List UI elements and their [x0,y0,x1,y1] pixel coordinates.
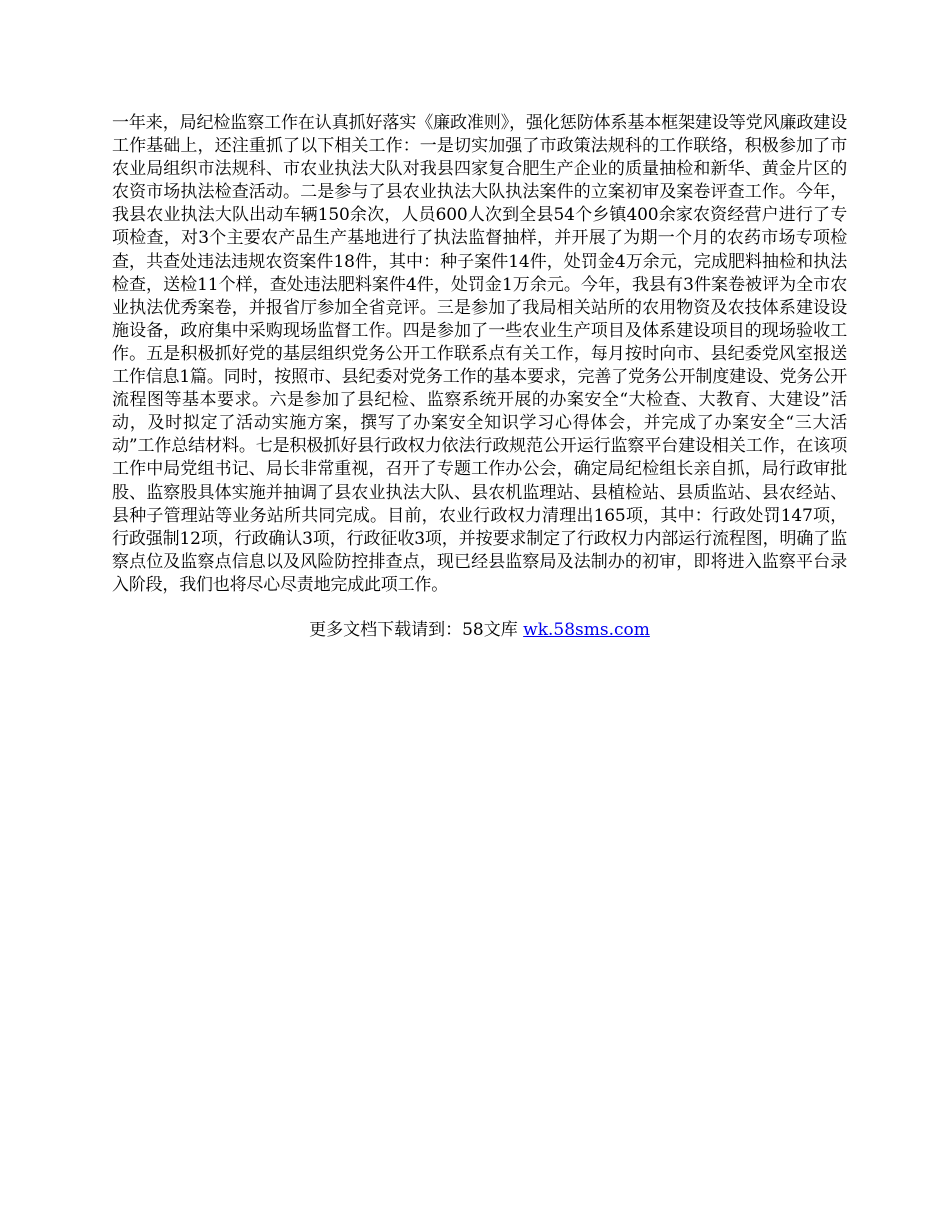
document-page [112,112,847,642]
footer-link[interactable]: wk.58sms.com [523,619,650,640]
footer-prefix: 更多文档下载请到：58文库 [309,619,524,640]
body-paragraph: 一年来，局纪检监察工作在认真抓好落实《廉政准则》，强化惩防体系基本框架建设等党风廉政建设工作基础上，还注重抓了以下相关工作：一是切实加强了市政策法规科的工作联络，积极参加了市农业局组织市法规科、市农业执法大队对我县四家复合肥生产企业的质量抽检和新华、黄金片区的农资市场执法检查活动。二是参与了县农业执法大队执法案件的立案初审及案卷评查工作。今年，我县农业执法大队出动车辆150余次，人员600人次到全县54个乡镇400余家农资经营户进行了专项检查，对3个主要农产品生产基地进行了执法监督抽样，并开展了为期一个月的农药市场专项检查，共查处违法违规农资案件18件，其中：种子案件14件，处罚金4万余元，完成肥料抽检和执法检查，送检11个样，查处违法肥料案件4件，处罚金1万余元。今年，我县有3件案卷被评为全市农业执法优秀案卷，并报省厅参加全省竞评。三是参加了我局相关站所的农用物资及农技体系建设设施设备，政府集中采购现场监督工作。四是参加了一些农业生产项目及体系建设项目的现场验收工作。五是积极抓好党的基层组织党务公开工作联系点有关工作，每月按时向市、县纪委党风室报送工作信息1篇。同时，按照市、县纪委对党务工作的基本要求，完善了党务公开制度建设、党务公开流程图等基本要求。六是参加了县纪检、监察系统开展的办案安全“大检查、大教育、大建设”活动，及时拟定了活动实施方案，撰写了办案安全知识学习心得体会，并完成了办案安全“三大活动”工作总结材料。七是积极抓好县行政权力依法行政规范公开运行监察平台建设相关工作，在该项工作中局党组书记、局长非常重视，召开了专题工作办公会，确定局纪检组长亲自抓，局行政审批股、监察股具体实施并抽调了县农业执法大队、县农机监理站、县植检站、县质监站、县农经站、县种子管理站等业务站所共同完成。目前，农业行政权力清理出165项，其中：行政处罚147项，行政强制12项，行政确认3项，行政征收3项，并按要求制定了行政权力内部运行流程图，明确了监察点位及监察点信息以及风险防控排查点，现已经县监察局及法制办的初审，即将进入监察平台录入阶段，我们也将尽心尽责地完成此项工作。 [112,113,847,595]
download-footer [112,619,847,642]
